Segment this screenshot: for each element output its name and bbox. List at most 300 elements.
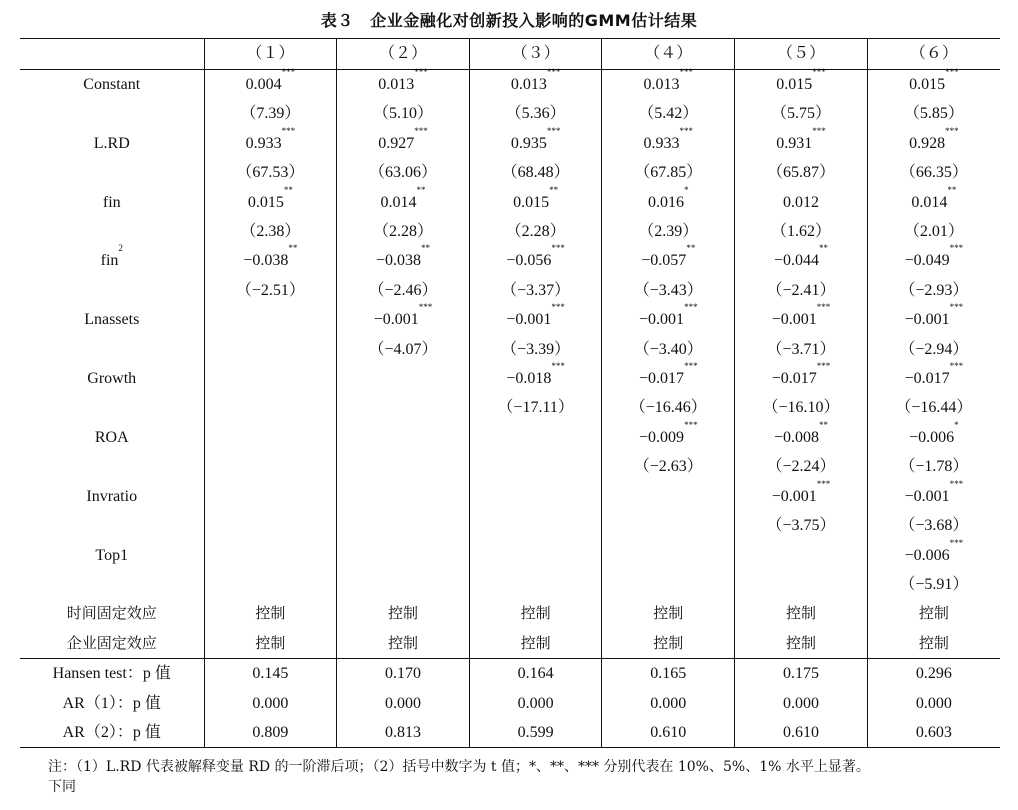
table-cell [337,689,470,718]
table-cell [602,158,735,187]
cell-value: （67.85） [634,164,703,182]
cell-value: （1.62） [770,223,831,241]
table-cell [735,188,868,217]
table-cell [867,158,1000,187]
cell-value: （2.01） [903,223,964,241]
cell-value: 0.000 [252,694,289,712]
cell-value: 0.015 [776,76,813,93]
table-cell [337,276,470,305]
cell-value: 0.012 [782,193,819,211]
table-cell [735,276,868,305]
table-cell [469,423,602,452]
cell-value: （5.85） [903,105,964,123]
table-cell [204,243,337,275]
table-cell [735,599,868,628]
cell-value: （−2.24） [766,458,836,476]
table-row [20,70,1000,100]
cell-value: （−5.91） [899,575,969,593]
table-row [20,659,1000,689]
table-cell [735,718,868,748]
table-row [20,364,1000,393]
cell-value: （65.87） [766,164,835,182]
table-cell [602,511,735,540]
table-cell [204,158,337,187]
row-label [20,393,204,422]
cell-value: 控制 [520,604,551,623]
table-cell [469,718,602,748]
table-row [20,393,1000,422]
column-header: （６） [867,39,1000,70]
column-header: （１） [204,39,337,70]
cell-value: （−16.10） [762,399,840,417]
table-cell [337,99,470,128]
cell-value: （−2.41） [766,281,836,299]
significance-stars: * [684,184,689,195]
table-cell [337,541,470,570]
table-cell [204,217,337,246]
table-cell [337,570,470,599]
table-cell [469,452,602,481]
table-cell [337,511,470,540]
table-cell [602,599,735,628]
table-cell [867,511,1000,540]
table-row [20,188,1000,217]
table-cell [602,419,735,452]
cell-value: 0.610 [650,723,687,741]
table-cell [337,302,470,334]
cell-value: 0.016 [648,193,685,211]
cell-value: 0.013 [643,76,680,93]
significance-stars: *** [679,67,694,77]
table-cell [469,243,602,275]
table-cell [867,99,1000,128]
row-label [20,482,204,511]
cell-value: −0.009 [639,428,685,446]
significance-stars: *** [281,125,296,136]
cell-value: 0.933 [643,134,680,152]
significance-stars: ** [549,184,559,195]
row-label [20,423,204,452]
table-cell [469,393,602,422]
cell-value: （−2.94） [899,340,969,358]
significance-stars: ** [421,243,430,254]
row-label [20,276,204,305]
row-label [20,129,204,158]
row-label [20,243,204,275]
row-label [20,629,204,659]
row-label [20,718,204,748]
table-cell [735,99,868,128]
cell-value: 0.000 [517,694,554,712]
table-cell [602,302,735,334]
cell-value: 0.175 [782,665,819,683]
cell-value: −0.038 [243,252,289,270]
cell-value: 控制 [255,633,286,652]
significance-stars: ** [818,243,828,254]
table-cell [735,393,868,422]
cell-value: 0.014 [911,193,948,211]
table-cell [602,629,735,659]
row-label-text: AR（2）：p 值 [62,723,161,741]
row-label [20,541,204,570]
table-cell [867,276,1000,305]
table-cell [867,689,1000,718]
table-cell [469,158,602,187]
cell-value: 0.015 [247,193,284,211]
table-cell [735,570,868,599]
table-cell [867,570,1000,599]
table-cell [337,364,470,393]
cell-value: （−3.37） [501,281,571,299]
cell-value: −0.001 [506,311,552,329]
row-label [20,570,204,599]
row-label-text: Invratio [86,487,138,505]
significance-stars: *** [945,125,959,136]
cell-value: −0.001 [771,311,817,329]
significance-stars: *** [816,361,831,372]
cell-value: （−4.07） [368,340,438,358]
table-row [20,570,1000,599]
cell-value: −0.044 [773,252,819,270]
cell-value: （63.06） [368,164,437,182]
table-cell [602,361,735,393]
table-cell [602,541,735,570]
table-cell [867,629,1000,659]
table-cell [735,659,868,689]
cell-value: −0.001 [771,487,817,505]
significance-stars: *** [551,302,565,313]
table-cell [469,482,602,511]
table-row [20,217,1000,246]
table-cell [867,452,1000,481]
table-cell [469,217,602,246]
cell-value: （−2.51） [235,281,305,299]
table-cell [867,184,1000,217]
cell-value: 0.170 [384,665,421,683]
cell-value: 0.004 [245,76,282,93]
significance-stars: *** [945,67,959,77]
table-cell [469,361,602,393]
table-cell [735,511,868,540]
cell-value: （5.36） [505,105,566,123]
significance-stars: *** [281,67,296,77]
table-cell [735,335,868,364]
table-cell [204,364,337,393]
significance-stars: *** [949,243,964,254]
table-cell [735,419,868,452]
table-cell [867,243,1000,275]
row-label [20,364,204,393]
table-cell [337,125,470,158]
cell-value: −0.001 [373,311,419,329]
cell-value: 0.014 [380,193,417,211]
table-cell [867,659,1000,689]
table-cell [204,659,337,689]
table-row [20,276,1000,305]
significance-stars: *** [684,419,698,430]
cell-value: 控制 [520,633,551,652]
table-cell [337,335,470,364]
row-label-superscript: 2 [118,243,123,254]
cell-value: （−16.44） [895,399,973,417]
row-label-text: fin [102,193,121,211]
gmm-results-table [20,38,1000,748]
cell-value: （−1.78） [899,458,969,476]
cell-value: 0.931 [776,134,813,152]
table-row [20,158,1000,187]
row-label-text: Top1 [95,546,129,564]
cell-value: 0.603 [915,723,952,741]
table-cell [204,570,337,599]
cell-value: （7.39） [240,105,301,123]
row-label [20,599,204,628]
cell-value: 控制 [653,604,684,623]
significance-stars: * [954,419,959,430]
table-cell [204,184,337,217]
cell-value: 控制 [918,604,949,623]
table-cell [204,67,337,100]
cell-value: −0.049 [904,252,950,270]
cell-value: 0.145 [252,665,289,683]
significance-stars: *** [812,67,826,77]
table-cell [337,393,470,422]
table-cell [469,599,602,628]
row-label [20,659,204,689]
cell-value: （−3.39） [501,340,571,358]
cell-value: （66.35） [899,164,968,182]
significance-stars: *** [812,125,826,136]
table-row [20,335,1000,364]
table-cell [204,99,337,128]
table-cell [735,361,868,393]
table-cell [735,629,868,659]
significance-stars: *** [949,537,964,548]
table-cell [204,276,337,305]
row-label [20,70,204,100]
cell-value: （67.53） [236,164,305,182]
cell-value: （−2.63） [633,458,703,476]
column-header: （５） [735,39,868,70]
table-row [20,423,1000,452]
table-cell [337,718,470,748]
cell-value: −0.017 [771,370,817,388]
row-label-text: Hansen test：p 值 [52,665,171,683]
cell-value: 0.164 [517,665,554,683]
table-cell [602,570,735,599]
table-cell [337,482,470,511]
table-cell [337,423,470,452]
table-row [20,99,1000,128]
table-row [20,511,1000,540]
cell-value: （2.28） [505,223,566,241]
row-label [20,217,204,246]
table-cell [337,629,470,659]
table-cell [867,67,1000,100]
significance-stars: *** [679,125,694,136]
table-cell [469,125,602,158]
table-cell [469,659,602,689]
table-cell [867,302,1000,334]
cell-value: −0.008 [773,428,819,446]
table-cell [204,305,337,334]
row-label-text: 时间固定效应 [66,604,157,623]
table-cell [735,689,868,718]
cell-value: （−16.46） [629,399,707,417]
table-cell [602,482,735,511]
significance-stars: ** [416,184,426,195]
significance-stars: *** [414,67,428,77]
significance-stars: *** [418,302,433,313]
table-cell [469,276,602,305]
cell-value: 0.927 [378,134,415,152]
significance-stars: *** [684,361,698,372]
table-cell [735,541,868,570]
cell-value: 控制 [387,604,418,623]
significance-stars: ** [283,184,293,195]
row-label-text: AR（1）：p 值 [62,694,161,712]
cell-value: 控制 [255,604,286,623]
significance-stars: *** [414,125,428,136]
significance-stars: *** [551,361,565,372]
row-label-text: Lnassets [84,311,140,329]
table-row [20,482,1000,511]
table-cell [469,99,602,128]
row-label [20,188,204,217]
table-cell [204,452,337,481]
row-label [20,452,204,481]
table-cell [204,125,337,158]
table-cell [337,659,470,689]
table-row [20,718,1000,748]
cell-value: 0.000 [915,694,952,712]
table-cell [735,158,868,187]
table-cell [204,629,337,659]
table-cell [337,184,470,217]
table-cell [867,125,1000,158]
table-cell [867,599,1000,628]
cell-value: （−3.68） [899,517,969,535]
significance-stars: ** [686,243,696,254]
row-label [20,689,204,718]
table-cell [204,393,337,422]
table-cell [602,718,735,748]
table-title: 表３ 企业金融化对创新投入影响的GMM估计结果 [320,11,698,30]
cell-value: （−2.93） [899,281,969,299]
table-cell [867,361,1000,393]
cell-value: 0.000 [384,694,421,712]
cell-value: 控制 [653,633,684,652]
row-label-text: L.RD [93,134,130,152]
cell-value: （68.48） [501,164,570,182]
table-cell [469,689,602,718]
cell-value: −0.018 [506,370,552,388]
table-cell [602,276,735,305]
table-note: 注：（1）L.RD 代表被解释变量 RD 的一阶滞后项；（2）括号中数字为 t 值；*、**、*** 分别代表在 10%、5%、1% 水平上显著。 下同 [48,759,870,795]
cell-value: 0.599 [517,723,554,741]
table-cell [204,599,337,628]
cell-value: 0.000 [650,694,687,712]
row-label [20,335,204,364]
table-cell [735,67,868,100]
table-row [20,452,1000,481]
table-cell [602,99,735,128]
cell-value: 0.165 [650,665,687,683]
column-header: （３） [469,39,602,70]
header-blank [20,39,204,70]
column-header: （４） [602,39,735,70]
cell-value: 控制 [387,633,418,652]
table-cell [337,158,470,187]
table-cell [602,452,735,481]
significance-stars: *** [816,302,831,313]
table-cell [337,217,470,246]
cell-value: （−3.43） [633,281,703,299]
row-label-text: Constant [83,76,141,93]
table-row [20,129,1000,158]
table-cell [602,184,735,217]
cell-value: （−2.46） [368,281,438,299]
cell-value: −0.001 [639,311,685,329]
table-cell [602,659,735,689]
cell-value: （5.42） [638,105,699,123]
cell-value: （5.75） [770,105,831,123]
cell-value: −0.056 [506,252,552,270]
cell-value: 0.933 [245,134,282,152]
table-cell [735,452,868,481]
significance-stars: *** [949,361,964,372]
table-cell [735,217,868,246]
significance-stars: *** [546,67,561,77]
cell-value: −0.017 [904,370,950,388]
row-label-text: 企业固定效应 [66,633,157,652]
table-row [20,629,1000,659]
cell-value: 0.610 [782,723,819,741]
row-label-text: ROA [94,428,129,446]
table-cell [337,67,470,100]
table-cell [602,243,735,275]
cell-value: −0.038 [375,252,421,270]
table-cell [204,689,337,718]
cell-value: −0.017 [639,370,685,388]
table-cell [867,393,1000,422]
table-cell [469,511,602,540]
table-cell [735,478,868,511]
row-label [20,511,204,540]
significance-stars: *** [546,125,561,136]
cell-value: −0.006 [909,428,955,446]
table-cell [469,335,602,364]
cell-value: 0.000 [782,694,819,712]
table-cell [204,482,337,511]
header-row [20,39,1000,70]
cell-value: −0.001 [904,487,950,505]
cell-value: 控制 [785,633,816,652]
cell-value: （5.10） [372,105,433,123]
table-cell [602,393,735,422]
table-cell [867,718,1000,748]
cell-value: （2.39） [638,223,699,241]
cell-value: 0.013 [378,76,415,93]
table-cell [602,335,735,364]
table-row [20,305,1000,334]
cell-value: 0.809 [252,723,289,741]
table-cell [735,125,868,158]
significance-stars: *** [949,478,964,489]
table-cell [602,689,735,718]
cell-value: 0.296 [915,665,952,683]
table-cell [204,718,337,748]
significance-stars: *** [551,243,565,254]
